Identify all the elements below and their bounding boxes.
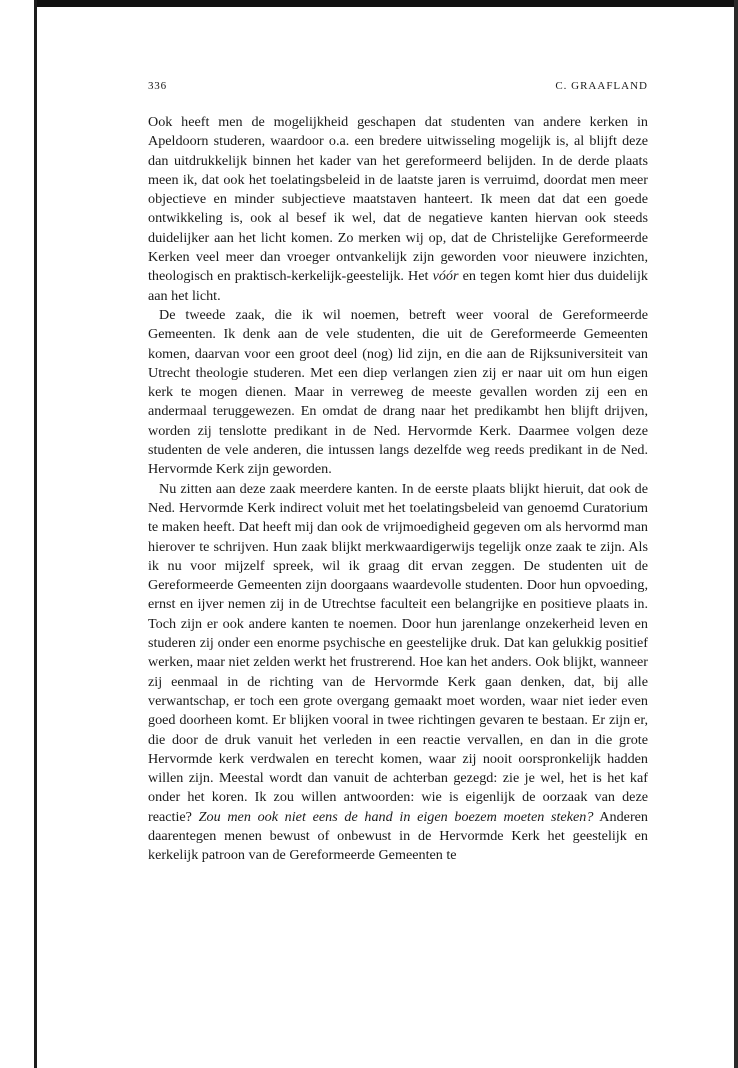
paragraph-2 xyxy=(148,306,648,480)
paragraph-3-emphasis: Zou men ook niet eens de hand in eigen boezem moeten steken? xyxy=(198,808,594,825)
paragraph-1-text-end: en tegen komt hier dus duidelijk aan het licht. xyxy=(148,268,648,304)
scan-border-top xyxy=(34,0,738,7)
paragraph-1-text: Ook heeft men de mogelijkheid geschapen dat studenten van andere kerken in Apeldoorn studeren, waardoor o.a. een bredere uitwisseling mogelijk is, al blijft deze dan uitdrukkelijk binnen het kader van het gereformeerd belijden. In de derde plaats meen ik, dat ook het toelatingsbeleid in de laatste jaren is verruimd, doordat men meer objectieve en minder subjectieve maatstaven hanteert. Ik meen dat dat een goede ontwikkeling is, ook al besef ik wel, dat de negatieve kanten hiervan ook steeds duidelijker aan het licht komen. Zo merken wij op, dat de Christelijke Gereformeerde Kerken veel meer dan vroeger ontvankelijk zijn geworden voor nieuwere inzichten, theologisch en praktisch-kerkelijk-geestelijk. Het xyxy=(148,114,648,285)
paragraph-2-text: De tweede zaak, die ik wil noemen, betreft weer vooral de Gereformeerde Gemeenten. Ik denk aan de vele studenten, die uit de Gereformeerde Gemeenten komen, daarvan voor een groot deel (nog) lid zijn, en die aan de Rijksuniversiteit van Utrecht theologie studeren. Met een diep verlangen zien zij er naar uit om hun eigen kerk te mogen dienen. Maar in verreweg de meeste gevallen worden zij een en andermaal teruggewezen. En omdat de drang naar het predikambt hen blijft drijven, worden zij tenslotte predikant in de Ned. Hervormde Kerk. Daarmee volgen deze studenten de vele anderen, die intussen langs dezelfde weg reeds predikant in de Ned. Hervormde Kerk zijn geworden. xyxy=(148,306,648,478)
page-number: 336 xyxy=(148,80,167,92)
scan-border-right xyxy=(734,0,738,1068)
book-page xyxy=(148,80,648,866)
paragraph-1-emphasis: vóór xyxy=(432,268,459,285)
paragraph-3-text: Nu zitten aan deze zaak meerdere kanten. In de eerste plaats blijkt hieruit, dat ook de Ned. Hervormde Kerk indirect voluit met het toelatingsbeleid van genoemd Curatorium te maken heeft. Dat heeft mij dan ook de vrijmoedigheid gegeven om als hervormd man hierover te schrijven. Hun zaak blijkt merkwaardigerwijs tegelijk onze zaak te zijn. Als ik nu voor mijzelf spreek, wil ik graag dit ervan zeggen. De studenten uit de Gereformeerde Gemeenten zijn doorgaans waardevolle studenten. Door hun opvoeding, ernst en ijver nemen zij in de Utrechtse faculteit een belangrijke en positieve plaats in. Toch zijn er ook andere kanten te noemen. Door hun jarenlange onzekerheid leven en studeren zij onder een enorme psychische en geestelijke druk. Dat kan gelukkig positief werken, maar niet zelden werkt het frustrerend. Hoe kan het anders. Ook blijkt, wanneer zij eenmaal in de richting van de Hervormde Kerk gaan denken, dat, bij alle verwantschap, er toch een grote overgang gemaakt moet worden, waar niet ieder even goed doorheen komt. Er blijken vooral in twee richtingen gevaren te bestaan. Er zijn er, die door de druk vanuit het verleden in een reactie vervallen, en dan in die grote Hervormde kerk verdwalen en terecht komen, waar zij nooit oorspronkelijk hadden willen zijn. Meestal wordt dan vanuit de achterban gezegd: zie je wel, het is het kaf onder het koren. Ik zou willen antwoorden: wie is eigenlijk de oorzaak van deze reactie? xyxy=(148,480,648,825)
running-head-author: C. GRAAFLAND xyxy=(555,80,648,92)
body-text xyxy=(148,113,648,866)
paragraph-3 xyxy=(148,480,648,866)
running-head xyxy=(148,80,648,92)
paragraph-3-text-end: Anderen daarentegen menen bewust of onbewust in de Hervormde Kerk het geestelijk en kerkelijk patroon van de Gereformeerde Gemeenten te xyxy=(148,808,648,864)
paragraph-1 xyxy=(148,113,648,306)
scan-border-left xyxy=(34,0,37,1068)
